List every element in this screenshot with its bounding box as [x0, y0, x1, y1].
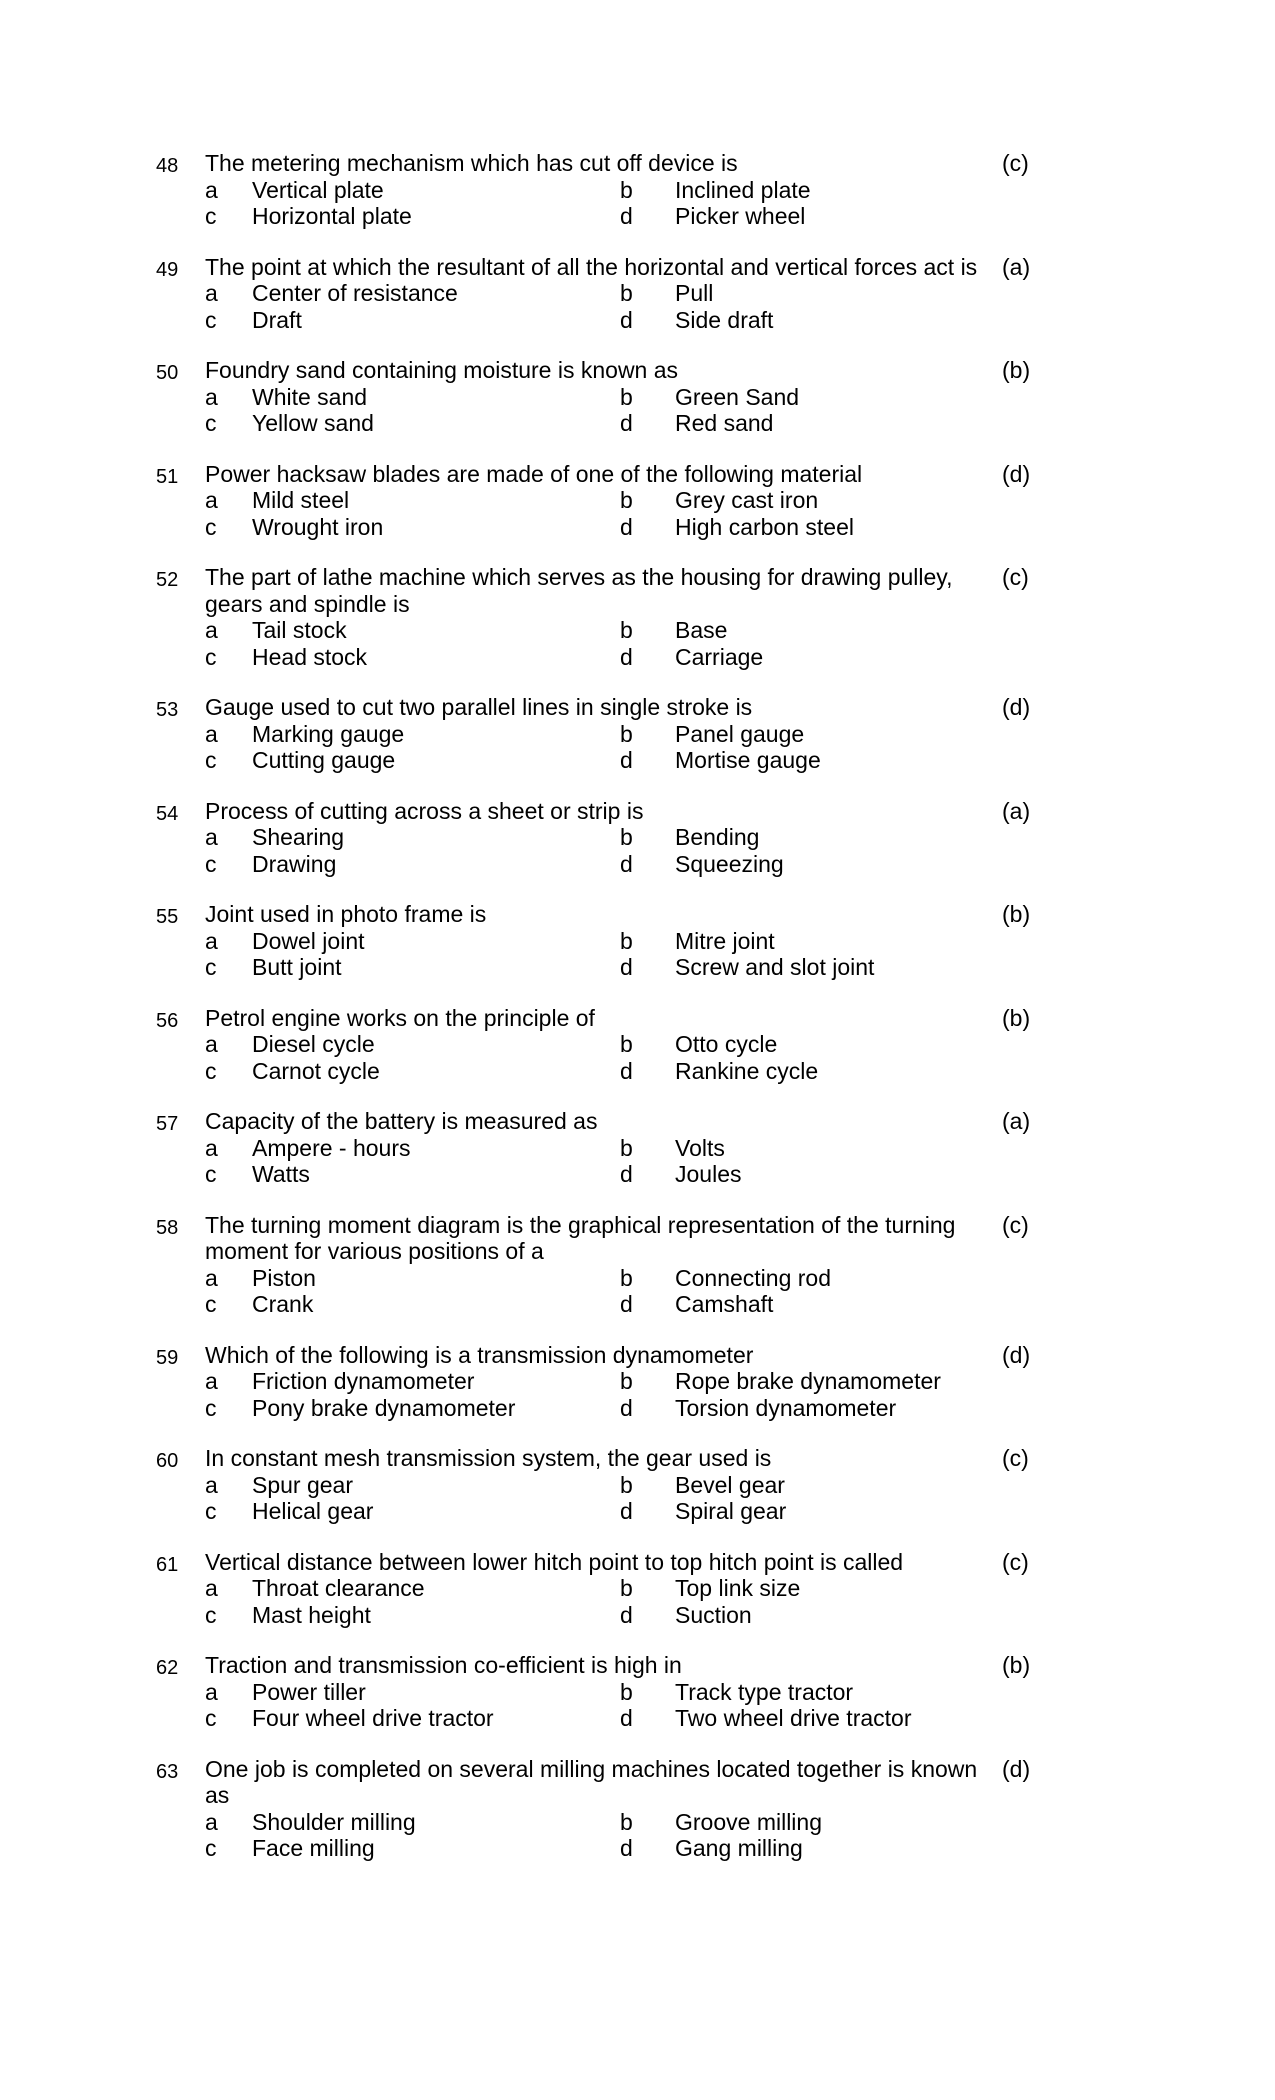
- question-answer-key: (c): [1002, 1445, 1029, 1471]
- question-56: [0, 1005, 1275, 1085]
- option-letter: a: [205, 280, 218, 306]
- question-answer-key: (b): [1002, 357, 1031, 383]
- question-answer-key: (b): [1002, 1652, 1031, 1678]
- option-row: [0, 1368, 1275, 1395]
- option-text: Spur gear: [252, 1471, 354, 1498]
- option-letter: c: [205, 643, 217, 670]
- option-letter: a: [205, 1575, 218, 1601]
- option-text: Otto cycle: [675, 1031, 778, 1057]
- question-text: Capacity of the battery is measured as: [205, 1108, 598, 1134]
- option-letter: b: [620, 617, 633, 643]
- option-text: Red sand: [675, 410, 774, 436]
- option-text: Rankine cycle: [675, 1057, 819, 1084]
- option-text: Marking gauge: [252, 720, 405, 747]
- option-text: Bending: [675, 824, 760, 850]
- question-answer-key: (d): [1002, 694, 1031, 720]
- question-number: 57: [156, 1113, 179, 1135]
- option-letter: c: [205, 850, 217, 877]
- question-text: Gauge used to cut two parallel lines in single stroke is: [205, 694, 753, 720]
- option-letter: d: [620, 643, 633, 670]
- question-text: Joint used in photo frame is: [205, 901, 487, 927]
- option-letter: b: [620, 1031, 633, 1057]
- question-number: 50: [156, 362, 179, 384]
- option-row: [0, 617, 1275, 644]
- option-row: [0, 1809, 1275, 1836]
- option-letter: a: [205, 1808, 218, 1835]
- question-number: 55: [156, 906, 179, 928]
- option-row: [0, 177, 1275, 204]
- question-answer-key: (b): [1002, 901, 1031, 927]
- option-text: Draft: [252, 306, 302, 333]
- question-text: The metering mechanism which has cut off device is: [205, 150, 738, 176]
- question-answer-key: (d): [1002, 1755, 1031, 1782]
- question-54: [0, 798, 1275, 878]
- option-letter: d: [620, 513, 633, 540]
- option-text: Screw and slot joint: [675, 954, 875, 980]
- option-text: Groove milling: [675, 1808, 822, 1835]
- option-letter: a: [205, 824, 218, 850]
- option-text: Dowel joint: [252, 927, 365, 954]
- question-text: Power hacksaw blades are made of one of the following material: [205, 460, 863, 487]
- option-letter: d: [620, 1705, 633, 1731]
- option-row: [0, 1291, 1275, 1318]
- option-letter: b: [620, 824, 633, 850]
- option-letter: a: [205, 927, 218, 954]
- option-text: Volts: [675, 1134, 725, 1161]
- option-text: Mitre joint: [675, 927, 775, 954]
- option-text: Crank: [252, 1291, 314, 1317]
- option-letter: a: [205, 1368, 218, 1394]
- question-text: Vertical distance between lower hitch point to top hitch point is called: [205, 1548, 904, 1575]
- option-letter: c: [205, 1498, 217, 1524]
- option-letter: a: [205, 487, 218, 513]
- option-letter: d: [620, 747, 633, 773]
- option-letter: d: [620, 1161, 633, 1187]
- option-letter: c: [205, 1835, 217, 1861]
- option-text: Carnot cycle: [252, 1057, 380, 1084]
- option-letter: a: [205, 617, 218, 643]
- option-text: Tail stock: [252, 617, 347, 643]
- option-text: Side draft: [675, 306, 774, 333]
- option-letter: b: [620, 1368, 633, 1394]
- option-letter: a: [205, 176, 218, 203]
- option-letter: a: [205, 1264, 218, 1291]
- option-text: Butt joint: [252, 954, 342, 980]
- question-answer-key: (d): [1002, 460, 1031, 487]
- option-letter: c: [205, 954, 217, 980]
- option-text: Picker wheel: [675, 203, 806, 229]
- option-text: Mast height: [252, 1601, 371, 1628]
- option-letter: a: [205, 1678, 218, 1705]
- option-text: Helical gear: [252, 1498, 374, 1524]
- option-text: Suction: [675, 1601, 752, 1628]
- option-row: [0, 954, 1275, 981]
- question-number: 53: [156, 699, 179, 721]
- option-row: [0, 514, 1275, 541]
- option-text: Piston: [252, 1264, 316, 1291]
- option-letter: b: [620, 1575, 633, 1601]
- option-row: [0, 384, 1275, 411]
- option-text: Four wheel drive tractor: [252, 1705, 494, 1731]
- option-text: Power tiller: [252, 1678, 366, 1705]
- question-number: 61: [156, 1553, 179, 1576]
- option-row: [0, 1679, 1275, 1706]
- question-50: [0, 357, 1275, 437]
- option-letter: d: [620, 1394, 633, 1421]
- option-row: [0, 1135, 1275, 1162]
- question-60: [0, 1445, 1275, 1525]
- question-text: In constant mesh transmission system, the gear used is: [205, 1445, 772, 1471]
- question-answer-key: (d): [1002, 1341, 1031, 1368]
- option-row: [0, 280, 1275, 307]
- option-letter: b: [620, 1264, 633, 1291]
- option-letter: a: [205, 1471, 218, 1498]
- option-letter: d: [620, 1498, 633, 1524]
- option-letter: b: [620, 176, 633, 203]
- option-letter: c: [205, 1161, 217, 1187]
- question-text: One job is completed on several milling machines located together is known as: [205, 1755, 978, 1808]
- option-letter: b: [620, 1134, 633, 1161]
- option-row: [0, 1265, 1275, 1292]
- option-row: [0, 1835, 1275, 1862]
- option-text: Cutting gauge: [252, 747, 396, 773]
- option-letter: c: [205, 1394, 217, 1421]
- question-62: [0, 1652, 1275, 1732]
- question-text: Which of the following is a transmission dynamometer: [205, 1341, 754, 1368]
- option-row: [0, 747, 1275, 774]
- option-text: Face milling: [252, 1835, 375, 1861]
- option-row: [0, 824, 1275, 851]
- option-row: [0, 1395, 1275, 1422]
- question-number: 60: [156, 1450, 179, 1472]
- option-text: Panel gauge: [675, 720, 805, 747]
- option-text: Track type tractor: [675, 1678, 854, 1705]
- question-number: 56: [156, 1009, 179, 1032]
- option-row: [0, 203, 1275, 230]
- option-letter: b: [620, 487, 633, 513]
- option-letter: b: [620, 280, 633, 306]
- option-letter: d: [620, 410, 633, 436]
- option-letter: b: [620, 1471, 633, 1498]
- option-text: Carriage: [675, 643, 764, 670]
- question-number: 62: [156, 1657, 179, 1679]
- question-text: The part of lathe machine which serves as the housing for drawing pulley, gears and spindle is: [205, 564, 953, 617]
- question-answer-key: (a): [1002, 1108, 1031, 1134]
- option-letter: c: [205, 1291, 217, 1317]
- option-row: [0, 1161, 1275, 1188]
- option-text: Gang milling: [675, 1835, 803, 1861]
- option-text: Center of resistance: [252, 280, 458, 306]
- option-letter: b: [620, 720, 633, 747]
- question-answer-key: (c): [1002, 150, 1029, 176]
- option-text: Spiral gear: [675, 1498, 787, 1524]
- question-text: Foundry sand containing moisture is known as: [205, 357, 679, 383]
- option-row: [0, 928, 1275, 955]
- option-letter: c: [205, 747, 217, 773]
- option-text: Ampere - hours: [252, 1134, 411, 1161]
- option-letter: d: [620, 850, 633, 877]
- option-row: [0, 1472, 1275, 1499]
- option-text: Grey cast iron: [675, 487, 819, 513]
- option-text: Two wheel drive tractor: [675, 1705, 912, 1731]
- option-letter: b: [620, 927, 633, 954]
- question-answer-key: (c): [1002, 1211, 1029, 1238]
- question-51: [0, 461, 1275, 541]
- option-text: Vertical plate: [252, 176, 384, 203]
- option-letter: c: [205, 306, 217, 333]
- question-number: 63: [156, 1760, 179, 1783]
- option-letter: d: [620, 203, 633, 229]
- question-answer-key: (a): [1002, 797, 1031, 824]
- option-letter: b: [620, 1808, 633, 1835]
- question-48: [0, 150, 1275, 230]
- option-text: Head stock: [252, 643, 368, 670]
- option-row: [0, 1498, 1275, 1525]
- question-number: 54: [156, 802, 179, 825]
- option-text: Mortise gauge: [675, 747, 821, 773]
- option-text: Horizontal plate: [252, 203, 412, 229]
- question-answer-key: (a): [1002, 253, 1031, 280]
- question-text: Petrol engine works on the principle of: [205, 1004, 595, 1031]
- option-row: [0, 1031, 1275, 1058]
- question-59: [0, 1342, 1275, 1422]
- option-letter: a: [205, 720, 218, 747]
- question-61: [0, 1549, 1275, 1629]
- option-letter: d: [620, 1057, 633, 1084]
- option-text: Friction dynamometer: [252, 1368, 475, 1394]
- option-row: [0, 1058, 1275, 1085]
- option-text: Shearing: [252, 824, 345, 850]
- option-letter: d: [620, 1601, 633, 1628]
- option-letter: d: [620, 1291, 633, 1317]
- option-row: [0, 487, 1275, 514]
- option-text: White sand: [252, 383, 368, 410]
- option-text: High carbon steel: [675, 513, 854, 540]
- option-letter: c: [205, 203, 217, 229]
- option-letter: b: [620, 383, 633, 410]
- option-letter: d: [620, 306, 633, 333]
- option-text: Drawing: [252, 850, 337, 877]
- option-text: Inclined plate: [675, 176, 811, 203]
- option-row: [0, 1575, 1275, 1602]
- option-text: Rope brake dynamometer: [675, 1368, 941, 1394]
- option-text: Camshaft: [675, 1291, 774, 1317]
- option-text: Base: [675, 617, 728, 643]
- option-text: Watts: [252, 1161, 310, 1187]
- question-answer-key: (c): [1002, 564, 1029, 590]
- option-text: Shoulder milling: [252, 1808, 416, 1835]
- option-letter: d: [620, 1835, 633, 1861]
- option-text: Mild steel: [252, 487, 350, 513]
- option-letter: a: [205, 383, 218, 410]
- option-text: Green Sand: [675, 383, 800, 410]
- question-57: [0, 1108, 1275, 1188]
- option-text: Diesel cycle: [252, 1031, 375, 1057]
- option-text: Bevel gear: [675, 1471, 785, 1498]
- option-text: Throat clearance: [252, 1575, 425, 1601]
- question-text: Process of cutting across a sheet or strip is: [205, 797, 644, 824]
- question-49: [0, 254, 1275, 334]
- option-letter: a: [205, 1031, 218, 1057]
- option-letter: a: [205, 1134, 218, 1161]
- option-text: Yellow sand: [252, 410, 374, 436]
- question-number: 52: [156, 569, 179, 591]
- option-text: Wrought iron: [252, 513, 384, 540]
- option-letter: d: [620, 954, 633, 980]
- option-text: Torsion dynamometer: [675, 1394, 897, 1421]
- option-letter: c: [205, 1705, 217, 1731]
- question-text: The point at which the resultant of all the horizontal and vertical forces act is: [205, 253, 978, 280]
- option-text: Pull: [675, 280, 714, 306]
- option-letter: c: [205, 410, 217, 436]
- question-number: 48: [156, 155, 179, 177]
- question-58: [0, 1212, 1275, 1318]
- question-number: 49: [156, 258, 179, 281]
- option-text: Squeezing: [675, 850, 784, 877]
- question-number: 58: [156, 1216, 179, 1239]
- option-letter: c: [205, 1057, 217, 1084]
- option-text: Pony brake dynamometer: [252, 1394, 516, 1421]
- option-row: [0, 644, 1275, 671]
- option-row: [0, 1602, 1275, 1629]
- question-answer-key: (c): [1002, 1548, 1029, 1575]
- option-row: [0, 721, 1275, 748]
- question-number: 59: [156, 1346, 179, 1369]
- option-text: Connecting rod: [675, 1264, 831, 1291]
- option-letter: c: [205, 513, 217, 540]
- question-number: 51: [156, 465, 179, 488]
- question-55: [0, 901, 1275, 981]
- question-63: [0, 1756, 1275, 1862]
- option-letter: b: [620, 1678, 633, 1705]
- option-row: [0, 410, 1275, 437]
- option-row: [0, 307, 1275, 334]
- question-52: [0, 564, 1275, 670]
- option-text: Joules: [675, 1161, 742, 1187]
- question-53: [0, 694, 1275, 774]
- question-answer-key: (b): [1002, 1004, 1031, 1031]
- option-row: [0, 1705, 1275, 1732]
- question-text: Traction and transmission co-efficient is high in: [205, 1652, 682, 1678]
- option-row: [0, 851, 1275, 878]
- option-letter: c: [205, 1601, 217, 1628]
- option-text: Top link size: [675, 1575, 801, 1601]
- question-text: The turning moment diagram is the graphical representation of the turning moment for various positions of a: [205, 1211, 956, 1264]
